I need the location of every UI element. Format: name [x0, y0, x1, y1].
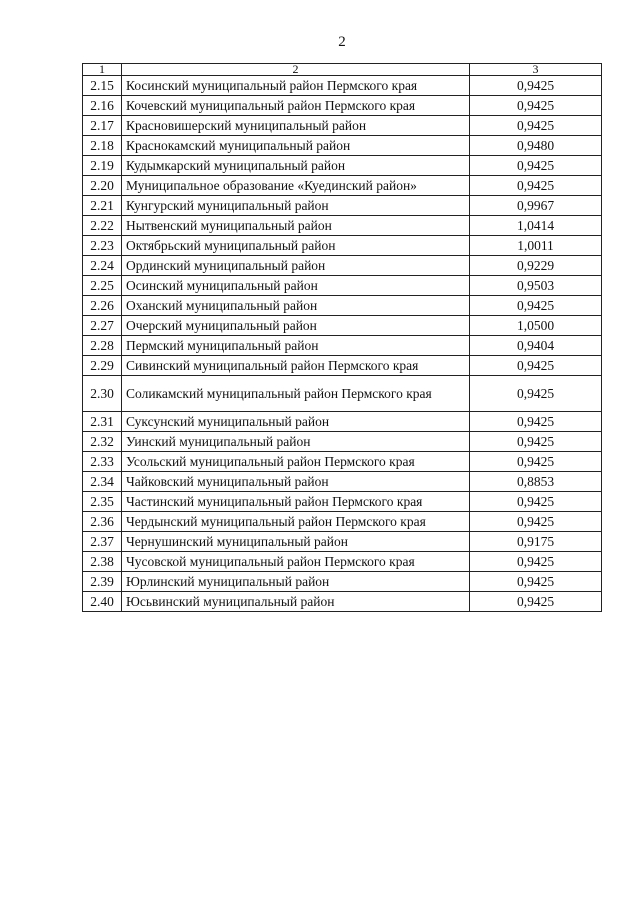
district-name: Октябрьский муниципальный район [122, 236, 470, 256]
district-name: Юсьвинский муниципальный район [122, 592, 470, 612]
district-name: Косинский муниципальный район Пермского края [122, 76, 470, 96]
coefficient-value: 0,9425 [470, 376, 602, 412]
district-name: Оханский муниципальный район [122, 296, 470, 316]
district-name: Частинский муниципальный район Пермского края [122, 492, 470, 512]
row-number: 2.30 [83, 376, 122, 412]
district-name: Усольский муниципальный район Пермского края [122, 452, 470, 472]
page-number: 2 [338, 34, 346, 50]
table-row [83, 356, 602, 376]
table-row [83, 216, 602, 236]
coefficient-value: 1,0414 [470, 216, 602, 236]
table-row [83, 572, 602, 592]
row-number: 2.21 [83, 196, 122, 216]
table-row [83, 316, 602, 336]
row-number: 2.32 [83, 432, 122, 452]
table-row [83, 592, 602, 612]
table-row [83, 492, 602, 512]
row-number: 2.26 [83, 296, 122, 316]
district-name: Пермский муниципальный район [122, 336, 470, 356]
coefficient-value: 0,9229 [470, 256, 602, 276]
coefficient-value: 0,9425 [470, 96, 602, 116]
row-number: 2.27 [83, 316, 122, 336]
coefficient-value: 0,9425 [470, 412, 602, 432]
column-header-3: 3 [470, 64, 602, 76]
district-name: Кунгурский муниципальный район [122, 196, 470, 216]
table-row [83, 432, 602, 452]
table-body [83, 76, 602, 612]
coefficient-value: 0,9425 [470, 76, 602, 96]
table-row [83, 236, 602, 256]
table-row [83, 452, 602, 472]
table-row [83, 512, 602, 532]
row-number: 2.17 [83, 116, 122, 136]
coefficient-value: 0,9967 [470, 196, 602, 216]
table-row [83, 196, 602, 216]
district-name: Краснокамский муниципальный район [122, 136, 470, 156]
coefficient-value: 0,9404 [470, 336, 602, 356]
coefficient-value: 0,9425 [470, 492, 602, 512]
coefficient-value: 0,9425 [470, 296, 602, 316]
coefficient-value: 0,9425 [470, 432, 602, 452]
district-name: Соликамский муниципальный район Пермского края [122, 376, 470, 412]
row-number: 2.15 [83, 76, 122, 96]
column-header-1: 1 [83, 64, 122, 76]
coefficient-value: 0,8853 [470, 472, 602, 492]
table-row [83, 336, 602, 356]
table-row [83, 256, 602, 276]
table-row [83, 552, 602, 572]
district-name: Чердынский муниципальный район Пермского края [122, 512, 470, 532]
coefficient-value: 0,9175 [470, 532, 602, 552]
table-row [83, 96, 602, 116]
table-row [83, 296, 602, 316]
coefficient-value: 0,9425 [470, 512, 602, 532]
header-row [83, 64, 602, 76]
coefficient-value: 0,9425 [470, 116, 602, 136]
coefficient-value: 0,9425 [470, 156, 602, 176]
district-name: Чусовской муниципальный район Пермского края [122, 552, 470, 572]
coefficient-value: 0,9425 [470, 552, 602, 572]
coefficient-value: 1,0011 [470, 236, 602, 256]
row-number: 2.28 [83, 336, 122, 356]
district-name: Нытвенский муниципальный район [122, 216, 470, 236]
coefficient-value: 0,9425 [470, 452, 602, 472]
row-number: 2.29 [83, 356, 122, 376]
row-number: 2.20 [83, 176, 122, 196]
district-name: Чайковский муниципальный район [122, 472, 470, 492]
row-number: 2.36 [83, 512, 122, 532]
row-number: 2.24 [83, 256, 122, 276]
district-name: Уинский муниципальный район [122, 432, 470, 452]
row-number: 2.22 [83, 216, 122, 236]
coefficient-value: 1,0500 [470, 316, 602, 336]
district-name: Ординский муниципальный район [122, 256, 470, 276]
column-header-2: 2 [122, 64, 470, 76]
coefficient-value: 0,9480 [470, 136, 602, 156]
table-row [83, 276, 602, 296]
table-row [83, 136, 602, 156]
table-row [83, 156, 602, 176]
district-name: Сивинский муниципальный район Пермского края [122, 356, 470, 376]
table-row [83, 76, 602, 96]
table-row [83, 412, 602, 432]
table-row [83, 532, 602, 552]
table-row [83, 376, 602, 412]
row-number: 2.31 [83, 412, 122, 432]
district-name: Красновишерский муниципальный район [122, 116, 470, 136]
district-name: Юрлинский муниципальный район [122, 572, 470, 592]
table-row [83, 116, 602, 136]
row-number: 2.39 [83, 572, 122, 592]
coefficients-table [82, 63, 602, 612]
district-name: Очерский муниципальный район [122, 316, 470, 336]
district-name: Чернушинский муниципальный район [122, 532, 470, 552]
coefficient-value: 0,9425 [470, 592, 602, 612]
row-number: 2.37 [83, 532, 122, 552]
table-row [83, 472, 602, 492]
district-name: Суксунский муниципальный район [122, 412, 470, 432]
row-number: 2.23 [83, 236, 122, 256]
row-number: 2.38 [83, 552, 122, 572]
coefficient-value: 0,9503 [470, 276, 602, 296]
row-number: 2.19 [83, 156, 122, 176]
row-number: 2.40 [83, 592, 122, 612]
table-row [83, 176, 602, 196]
table-header [83, 64, 602, 76]
coefficient-value: 0,9425 [470, 356, 602, 376]
district-name: Кудымкарский муниципальный район [122, 156, 470, 176]
district-name: Осинский муниципальный район [122, 276, 470, 296]
row-number: 2.25 [83, 276, 122, 296]
row-number: 2.35 [83, 492, 122, 512]
district-name: Муниципальное образование «Куединский район» [122, 176, 470, 196]
coefficient-value: 0,9425 [470, 572, 602, 592]
row-number: 2.18 [83, 136, 122, 156]
row-number: 2.34 [83, 472, 122, 492]
coefficient-value: 0,9425 [470, 176, 602, 196]
row-number: 2.16 [83, 96, 122, 116]
row-number: 2.33 [83, 452, 122, 472]
district-name: Кочевский муниципальный район Пермского края [122, 96, 470, 116]
